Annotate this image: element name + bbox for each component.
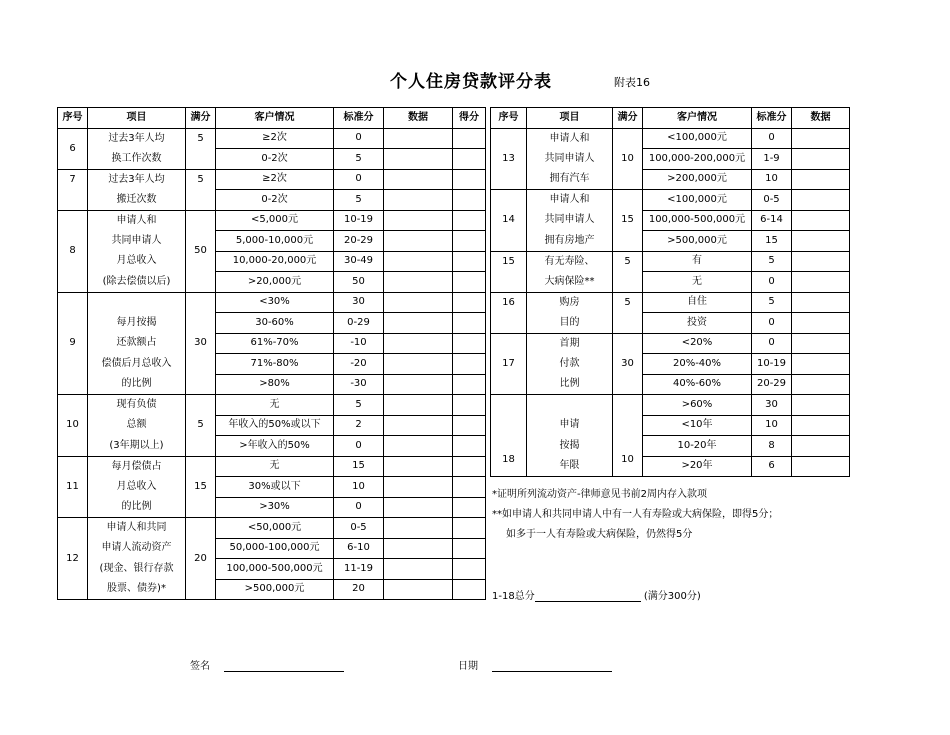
condition-cell: 71%-80% <box>216 354 334 375</box>
condition-cell: 5,000-10,000元 <box>216 231 334 252</box>
row-number: 8 <box>58 210 88 292</box>
item-line: 拥有汽车 <box>527 169 613 190</box>
standard-score: 10 <box>334 477 384 498</box>
full-score: 30 <box>186 292 216 395</box>
standard-score: 0 <box>752 333 792 354</box>
item-line: 月总收入 <box>88 477 186 498</box>
note-insurance-1: **如申请人和共同申请人中有一人有寿险或大病保险，即得5分； <box>492 509 779 520</box>
full-score: 10 <box>613 128 643 190</box>
standard-score: 0 <box>334 128 384 149</box>
item-line: 股票、债券)* <box>88 579 186 600</box>
data-cell[interactable] <box>384 497 453 518</box>
item-line: 首期 <box>527 333 613 354</box>
score-cell[interactable] <box>453 149 486 170</box>
table-row <box>58 272 486 293</box>
table-row <box>58 354 486 375</box>
data-cell[interactable] <box>792 190 850 211</box>
full-score: 5 <box>186 395 216 457</box>
data-cell[interactable] <box>384 190 453 211</box>
standard-score: 5 <box>752 292 792 313</box>
standard-score: 30 <box>334 292 384 313</box>
row-number: 18 <box>491 395 527 477</box>
full-score: 10 <box>613 395 643 477</box>
item-line: 年限 <box>527 456 613 477</box>
condition-cell: >80% <box>216 374 334 395</box>
condition-cell: >年收入的50% <box>216 436 334 457</box>
header-cell: 客户情况 <box>216 108 334 129</box>
date-line[interactable] <box>492 658 612 672</box>
total-score-label: 1-18总分 <box>492 591 535 602</box>
condition-cell: 10,000-20,000元 <box>216 251 334 272</box>
signature-line[interactable] <box>224 658 344 672</box>
condition-cell: <5,000元 <box>216 210 334 231</box>
table-row <box>58 436 486 457</box>
condition-cell: >60% <box>643 395 752 416</box>
item-line: 过去3年人均 <box>88 128 186 149</box>
condition-cell: 20%-40% <box>643 354 752 375</box>
standard-score: 6-14 <box>752 210 792 231</box>
standard-score: 10 <box>752 415 792 436</box>
item-line: 每月偿债占 <box>88 456 186 477</box>
condition-cell: >500,000元 <box>643 231 752 252</box>
data-cell[interactable] <box>384 149 453 170</box>
item-line: 的比例 <box>88 374 186 395</box>
data-cell[interactable] <box>384 292 453 313</box>
standard-score: 50 <box>334 272 384 293</box>
data-cell[interactable] <box>384 436 453 457</box>
condition-cell: 100,000-200,000元 <box>643 149 752 170</box>
data-cell[interactable] <box>384 538 453 559</box>
header-cell: 满分 <box>613 108 643 129</box>
table-row <box>58 415 486 436</box>
score-cell[interactable] <box>453 477 486 498</box>
score-cell[interactable] <box>453 456 486 477</box>
standard-score: 15 <box>334 456 384 477</box>
standard-score: 30 <box>752 395 792 416</box>
table-row <box>58 231 486 252</box>
standard-score: -20 <box>334 354 384 375</box>
condition-cell: 无 <box>216 395 334 416</box>
item-line: 共同申请人 <box>527 210 613 231</box>
standard-score: 11-19 <box>334 559 384 580</box>
row-number: 14 <box>491 190 527 252</box>
condition-cell: >20,000元 <box>216 272 334 293</box>
item-line: 申请人和共同 <box>88 518 186 539</box>
row-number: 7 <box>58 169 88 210</box>
total-score-max: (满分300分) <box>643 591 701 602</box>
data-cell[interactable] <box>792 436 850 457</box>
item-line: (除去偿债以后) <box>88 272 186 293</box>
data-cell[interactable] <box>792 231 850 252</box>
item-line: 申请人和 <box>527 190 613 211</box>
condition-cell: <50,000元 <box>216 518 334 539</box>
note-insurance-2: 如多于一人有寿险或大病保险，仍然得5分 <box>506 529 693 540</box>
header-cell: 项目 <box>88 108 186 129</box>
table-row <box>491 415 850 436</box>
full-score: 50 <box>186 210 216 292</box>
score-cell[interactable] <box>453 292 486 313</box>
item-line: 申请人流动资产 <box>88 538 186 559</box>
appendix-label: 附表16 <box>614 76 650 89</box>
standard-score: 2 <box>334 415 384 436</box>
standard-score: 10 <box>752 169 792 190</box>
table-row <box>491 313 850 334</box>
full-score: 20 <box>186 518 216 600</box>
table-row <box>491 128 850 149</box>
table-row <box>58 538 486 559</box>
condition-cell: <20% <box>643 333 752 354</box>
standard-score: 5 <box>334 149 384 170</box>
condition-cell: 50,000-100,000元 <box>216 538 334 559</box>
score-cell[interactable] <box>453 518 486 539</box>
score-cell[interactable] <box>453 333 486 354</box>
standard-score: 0-29 <box>334 313 384 334</box>
data-cell[interactable] <box>384 333 453 354</box>
item-line: 的比例 <box>88 497 186 518</box>
item-line: 搬迁次数 <box>88 190 186 211</box>
header-cell: 满分 <box>186 108 216 129</box>
data-cell[interactable] <box>792 333 850 354</box>
data-cell[interactable] <box>792 313 850 334</box>
data-cell[interactable] <box>384 456 453 477</box>
item-line: 过去3年人均 <box>88 169 186 190</box>
table-row <box>491 354 850 375</box>
item-line: 目的 <box>527 313 613 334</box>
standard-score: 20-29 <box>334 231 384 252</box>
table-row <box>58 559 486 580</box>
total-score-line <box>492 587 701 602</box>
item-line: 大病保险** <box>527 272 613 293</box>
row-number: 11 <box>58 456 88 518</box>
condition-cell: >20年 <box>643 456 752 477</box>
item-line: 拥有房地产 <box>527 231 613 252</box>
standard-score: 20-29 <box>752 374 792 395</box>
table-row <box>58 395 486 416</box>
standard-score: 8 <box>752 436 792 457</box>
standard-score: 15 <box>752 231 792 252</box>
condition-cell: <100,000元 <box>643 190 752 211</box>
header-cell: 得分 <box>453 108 486 129</box>
table-row <box>58 128 486 149</box>
score-cell[interactable] <box>453 497 486 518</box>
data-cell[interactable] <box>384 210 453 231</box>
score-cell[interactable] <box>453 251 486 272</box>
data-cell[interactable] <box>384 415 453 436</box>
standard-score: -10 <box>334 333 384 354</box>
row-number: 10 <box>58 395 88 457</box>
condition-cell: >500,000元 <box>216 579 334 600</box>
table-row <box>58 497 486 518</box>
condition-cell: >200,000元 <box>643 169 752 190</box>
data-cell[interactable] <box>384 374 453 395</box>
condition-cell: <10年 <box>643 415 752 436</box>
table-row <box>58 190 486 211</box>
table-row <box>491 436 850 457</box>
condition-cell: 30-60% <box>216 313 334 334</box>
score-cell[interactable] <box>453 374 486 395</box>
standard-score: 10-19 <box>334 210 384 231</box>
data-cell[interactable] <box>792 210 850 231</box>
data-cell[interactable] <box>384 251 453 272</box>
table-row <box>491 333 850 354</box>
standard-score: -30 <box>334 374 384 395</box>
score-cell[interactable] <box>453 128 486 149</box>
full-score: 15 <box>186 456 216 518</box>
full-score: 15 <box>613 190 643 252</box>
score-table-right <box>490 107 850 477</box>
standard-score: 6-10 <box>334 538 384 559</box>
condition-cell: 30%或以下 <box>216 477 334 498</box>
full-score: 5 <box>613 292 643 333</box>
standard-score: 0 <box>752 272 792 293</box>
standard-score: 10-19 <box>752 354 792 375</box>
data-cell[interactable] <box>384 354 453 375</box>
condition-cell: <30% <box>216 292 334 313</box>
row-number: 12 <box>58 518 88 600</box>
data-cell[interactable] <box>792 395 850 416</box>
table-row <box>491 190 850 211</box>
item-line: 每月按揭 <box>88 313 186 334</box>
score-cell[interactable] <box>453 579 486 600</box>
condition-cell: 自住 <box>643 292 752 313</box>
header-cell: 标准分 <box>334 108 384 129</box>
item-line: (现金、银行存款 <box>88 559 186 580</box>
row-number: 9 <box>58 292 88 395</box>
standard-score: 20 <box>334 579 384 600</box>
item-line: 共同申请人 <box>527 149 613 170</box>
condition-cell: 无 <box>216 456 334 477</box>
header-cell: 标准分 <box>752 108 792 129</box>
note-liquid-assets: *证明所列流动资产-律师意见书前2周内存入款项 <box>492 489 707 500</box>
table-header-row <box>491 108 850 129</box>
row-number: 6 <box>58 128 88 169</box>
standard-score: 6 <box>752 456 792 477</box>
standard-score: 0-5 <box>752 190 792 211</box>
row-number: 17 <box>491 333 527 395</box>
data-cell[interactable] <box>792 272 850 293</box>
table-row <box>58 477 486 498</box>
condition-cell: 0-2次 <box>216 190 334 211</box>
condition-cell: 10-20年 <box>643 436 752 457</box>
data-cell[interactable] <box>384 272 453 293</box>
date-label: 日期 <box>458 661 478 672</box>
score-cell[interactable] <box>453 210 486 231</box>
table-row <box>58 292 486 313</box>
item-line: 申请 <box>527 415 613 436</box>
row-number: 16 <box>491 292 527 333</box>
condition-cell: 40%-60% <box>643 374 752 395</box>
table-row <box>58 579 486 600</box>
table-row <box>58 333 486 354</box>
item-line: 比例 <box>527 374 613 395</box>
signature-label: 签名 <box>190 661 210 672</box>
data-cell[interactable] <box>792 354 850 375</box>
data-cell[interactable] <box>792 149 850 170</box>
standard-score: 0-5 <box>334 518 384 539</box>
item-line: 有无寿险、 <box>527 251 613 272</box>
item-line: 还款额占 <box>88 333 186 354</box>
condition-cell: 100,000-500,000元 <box>643 210 752 231</box>
page-title: 个人住房贷款评分表 <box>390 72 552 92</box>
table-row <box>491 292 850 313</box>
standard-score: 0 <box>752 128 792 149</box>
standard-score: 0 <box>334 497 384 518</box>
table-row <box>491 251 850 272</box>
standard-score: 0 <box>334 436 384 457</box>
condition-cell: >30% <box>216 497 334 518</box>
standard-score: 1-9 <box>752 149 792 170</box>
full-score: 5 <box>186 169 216 210</box>
table-row <box>58 169 486 190</box>
table-row <box>491 374 850 395</box>
score-cell[interactable] <box>453 313 486 334</box>
data-cell[interactable] <box>384 559 453 580</box>
standard-score: 0 <box>752 313 792 334</box>
standard-score: 30-49 <box>334 251 384 272</box>
header-cell: 数据 <box>384 108 453 129</box>
table-row <box>58 518 486 539</box>
data-cell[interactable] <box>384 518 453 539</box>
item-line: 换工作次数 <box>88 149 186 170</box>
table-row <box>58 374 486 395</box>
data-cell[interactable] <box>792 169 850 190</box>
score-cell[interactable] <box>453 559 486 580</box>
item-line: 申请人和 <box>527 128 613 149</box>
item-line: (3年期以上) <box>88 436 186 457</box>
header-cell: 序号 <box>58 108 88 129</box>
score-cell[interactable] <box>453 436 486 457</box>
item-line: 付款 <box>527 354 613 375</box>
condition-cell: 61%-70% <box>216 333 334 354</box>
item-line <box>527 395 613 416</box>
header-cell: 数据 <box>792 108 850 129</box>
condition-cell: 投资 <box>643 313 752 334</box>
row-number: 15 <box>491 251 527 292</box>
standard-score: 5 <box>334 190 384 211</box>
item-line: 总额 <box>88 415 186 436</box>
data-cell[interactable] <box>792 456 850 477</box>
table-row <box>491 395 850 416</box>
score-cell[interactable] <box>453 169 486 190</box>
data-cell[interactable] <box>384 395 453 416</box>
full-score: 5 <box>613 251 643 292</box>
full-score: 30 <box>613 333 643 395</box>
item-line: 现有负债 <box>88 395 186 416</box>
table-header-row <box>58 108 486 129</box>
data-cell[interactable] <box>792 415 850 436</box>
condition-cell: ≥2次 <box>216 128 334 149</box>
condition-cell: 0-2次 <box>216 149 334 170</box>
table-row <box>491 169 850 190</box>
data-cell[interactable] <box>792 292 850 313</box>
table-row <box>58 313 486 334</box>
score-table-left <box>57 107 486 600</box>
header-cell: 客户情况 <box>643 108 752 129</box>
header-cell: 序号 <box>491 108 527 129</box>
data-cell[interactable] <box>792 128 850 149</box>
item-line: 月总收入 <box>88 251 186 272</box>
total-score-blank[interactable] <box>535 590 641 602</box>
condition-cell: 有 <box>643 251 752 272</box>
row-number: 13 <box>491 128 527 190</box>
score-cell[interactable] <box>453 272 486 293</box>
table-row <box>491 231 850 252</box>
condition-cell: 年收入的50%或以下 <box>216 415 334 436</box>
condition-cell: <100,000元 <box>643 128 752 149</box>
item-line: 共同申请人 <box>88 231 186 252</box>
data-cell[interactable] <box>384 477 453 498</box>
table-row <box>58 210 486 231</box>
table-row <box>58 456 486 477</box>
signature-area <box>190 657 344 672</box>
score-cell[interactable] <box>453 231 486 252</box>
score-cell[interactable] <box>453 354 486 375</box>
data-cell[interactable] <box>384 128 453 149</box>
item-line: 购房 <box>527 292 613 313</box>
table-row <box>58 251 486 272</box>
standard-score: 5 <box>334 395 384 416</box>
item-line: 偿债后月总收入 <box>88 354 186 375</box>
standard-score: 0 <box>334 169 384 190</box>
score-cell[interactable] <box>453 395 486 416</box>
condition-cell: ≥2次 <box>216 169 334 190</box>
table-row <box>491 456 850 477</box>
table-row <box>491 210 850 231</box>
data-cell[interactable] <box>792 374 850 395</box>
data-cell[interactable] <box>384 579 453 600</box>
table-row <box>491 272 850 293</box>
date-area <box>458 657 612 672</box>
data-cell[interactable] <box>384 169 453 190</box>
item-line <box>88 292 186 313</box>
score-cell[interactable] <box>453 538 486 559</box>
data-cell[interactable] <box>384 231 453 252</box>
table-row <box>491 149 850 170</box>
header-cell: 项目 <box>527 108 613 129</box>
full-score: 5 <box>186 128 216 169</box>
standard-score: 5 <box>752 251 792 272</box>
item-line: 申请人和 <box>88 210 186 231</box>
data-cell[interactable] <box>792 251 850 272</box>
score-cell[interactable] <box>453 190 486 211</box>
data-cell[interactable] <box>384 313 453 334</box>
table-row <box>58 149 486 170</box>
item-line: 按揭 <box>527 436 613 457</box>
score-cell[interactable] <box>453 415 486 436</box>
condition-cell: 无 <box>643 272 752 293</box>
condition-cell: 100,000-500,000元 <box>216 559 334 580</box>
